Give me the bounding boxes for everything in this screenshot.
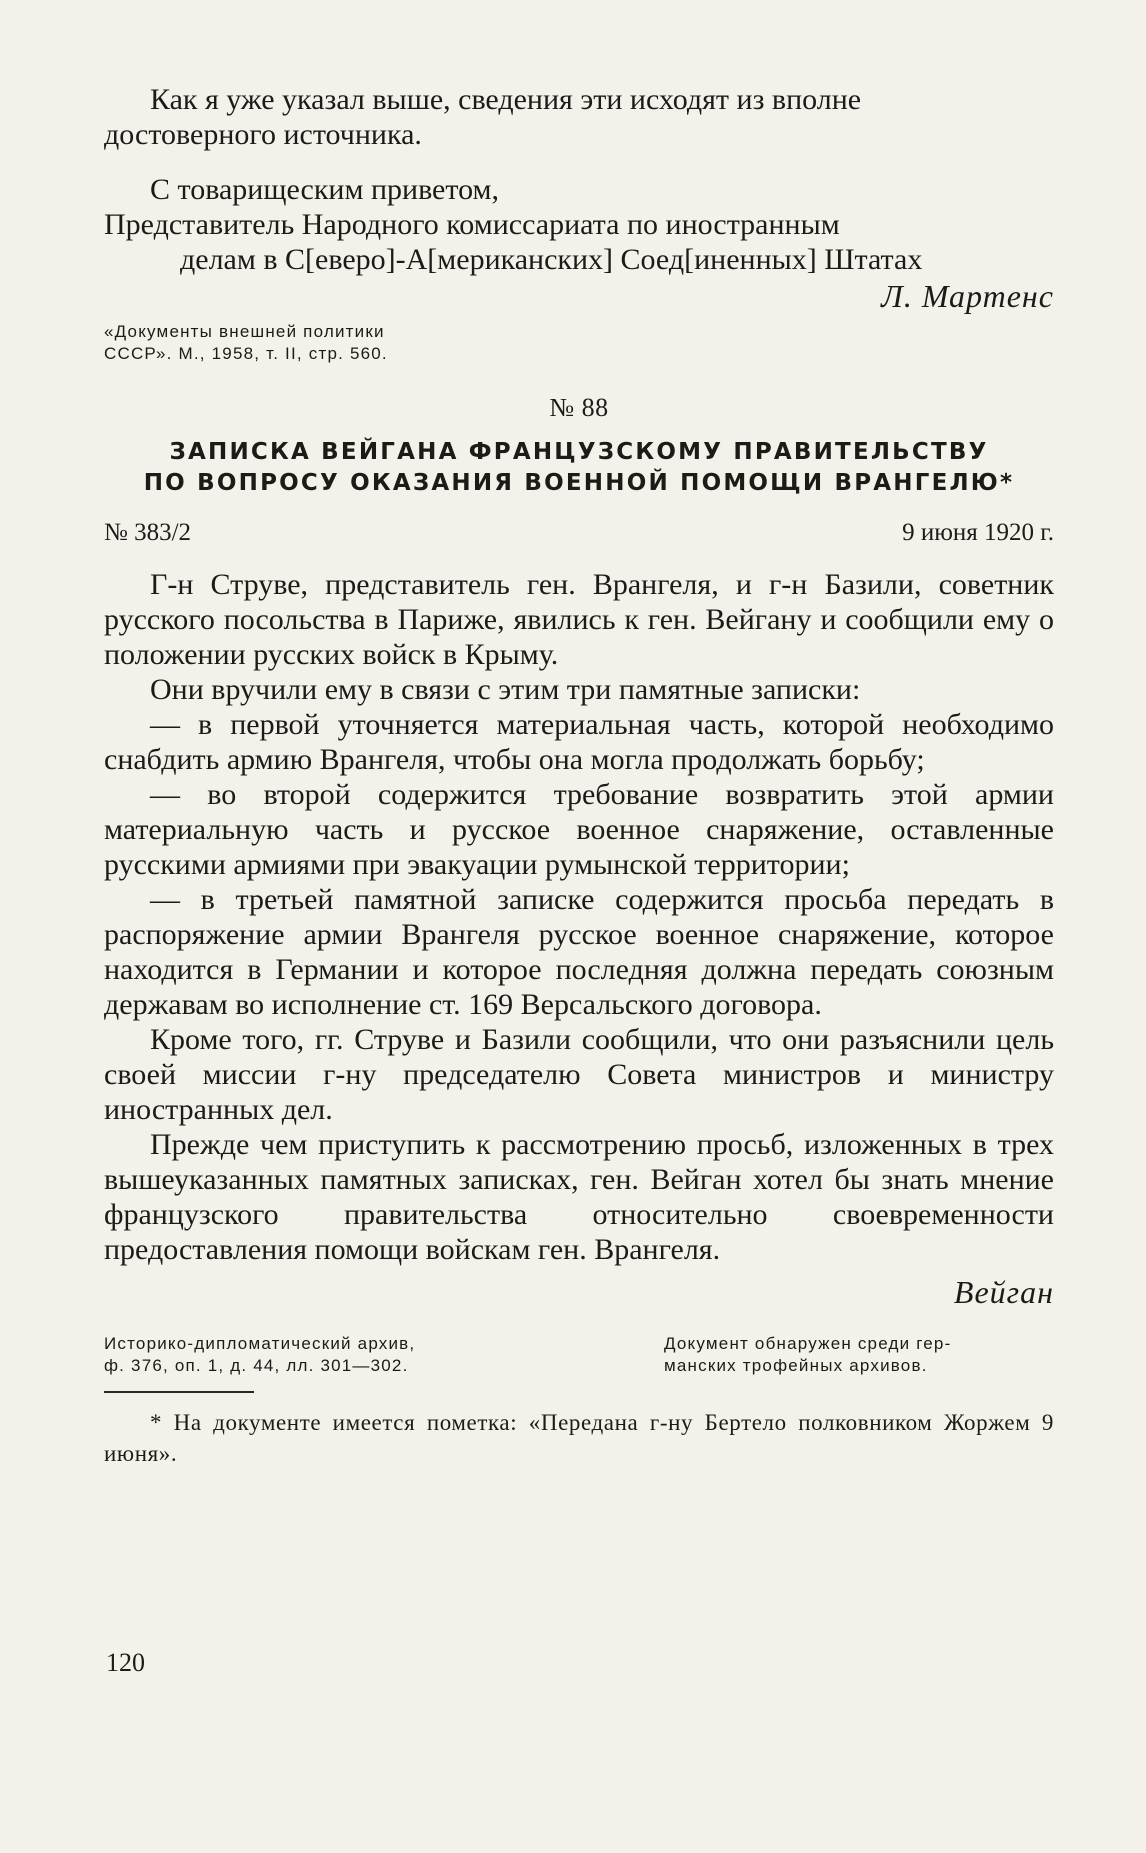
paragraph: Г-н Струве, представитель ген. Врангеля, и г-н Базили, советник русского посольства в Париже, явились к ген. Вейгану и сообщили ему о положении русских войск в Крыму. [104, 568, 1054, 671]
weygand-signature: Вейган [953, 1274, 1054, 1310]
archive-location [104, 1333, 504, 1377]
archive-reference [104, 1333, 1054, 1377]
archive-note-line2: манских трофейных архивов. [664, 1356, 928, 1375]
document-title-line1: ЗАПИСКА ВЕЙГАНА ФРАНЦУЗСКОМУ ПРАВИТЕЛЬСТВУ [169, 439, 989, 465]
closing-paragraph-line1: Как я уже указал выше, сведения эти исходят из вполне [150, 83, 862, 116]
document-number: № 88 [549, 393, 609, 422]
paragraph: — в первой уточняется материальная часть, которой необходимо снабдить армию Врангеля, чтобы она могла продолжать борьбу; [104, 708, 1054, 776]
previous-document-ending [104, 82, 1054, 365]
greeting: С товарищеским приветом, [150, 173, 499, 206]
source-citation-line1: «Документы внешней политики [104, 322, 385, 341]
paragraph: Прежде чем приступить к рассмотрению просьб, изложенных в трех вышеуказанных памятных записках, ген. Вейган хотел бы знать мнение французского правительства относительно своевременности предоставления помощи войскам ген. Врангеля. [104, 1128, 1054, 1266]
page-content [104, 82, 1054, 1492]
closing-paragraph-line2: достоверного источника. [104, 118, 422, 151]
page-number: 120 [106, 1648, 145, 1677]
closing-paragraph [104, 82, 1054, 152]
signer-title-line2: делам в С[еверо]-А[мериканских] Соед[иненных] Штатах [180, 243, 923, 276]
footnote-divider [104, 1391, 254, 1393]
document-title-line2: ПО ВОПРОСУ ОКАЗАНИЯ ВОЕННОЙ ПОМОЩИ ВРАНГЕЛЮ* [143, 470, 1015, 496]
archive-note-line1: Документ обнаружен среди гер- [664, 1334, 952, 1353]
archive-location-line1: Историко-дипломатический архив, [104, 1334, 416, 1353]
martens-signature: Л. Мартенс [881, 278, 1054, 314]
reference-number: № 383/2 [104, 519, 192, 546]
signer-title-line1: Представитель Народного комиссариата по иностранным [104, 208, 840, 241]
footnote: * На документе имеется пометка: «Передана г-ну Бертело полковником Жоржем 9 июня». [104, 1410, 1054, 1466]
archive-location-line2: ф. 376, оп. 1, д. 44, лл. 301—302. [104, 1356, 409, 1375]
source-citation-line2: СССР». М., 1958, т. II, стр. 560. [104, 344, 388, 363]
document-body [104, 567, 1054, 1267]
paragraph: — в третьей памятной записке содержится просьба передать в распоряжение армии Врангеля русское военное снаряжение, которое находится в Германии и которое последняя должна передать союзным державам во исполнение ст. 169 Версальского договора. [104, 883, 1054, 1021]
reference-row [104, 519, 1054, 547]
paragraph: — во второй содержится требование возвратить этой армии материальную часть и русское военное снаряжение, оставленные русскими армиями при эвакуации румынской территории; [104, 778, 1054, 881]
document-title [104, 437, 1054, 499]
document-date: 9 июня 1920 г. [902, 519, 1054, 546]
paragraph: Они вручили ему в связи с этим три памятные записки: [150, 673, 861, 706]
archive-note [664, 1333, 1054, 1377]
source-citation [104, 321, 1054, 365]
paragraph: Кроме того, гг. Струве и Базили сообщили, что они разъяснили цель своей миссии г-ну председателю Совета министров и министру иностранных дел. [104, 1023, 1054, 1126]
